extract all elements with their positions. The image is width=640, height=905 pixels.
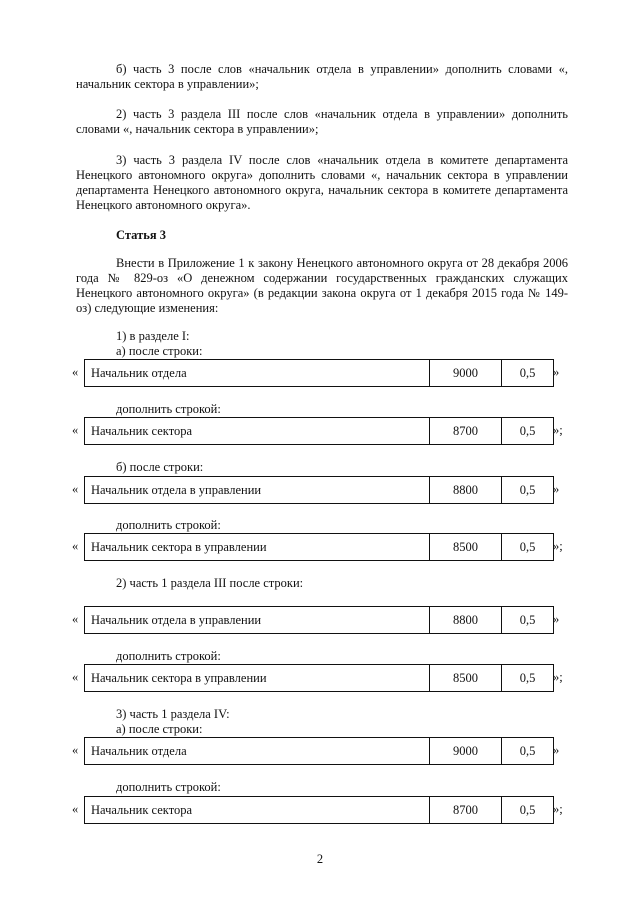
close-quote: » [553, 612, 560, 626]
coefficient: 0,5 [519, 671, 536, 685]
position-name: Начальник отдела в управлении [85, 477, 430, 503]
salary-amount: 8800 [430, 477, 502, 503]
salary-table [84, 417, 554, 445]
coefficient: 0,5 [519, 483, 536, 497]
table-row [72, 533, 572, 561]
add-row-label: дополнить строкой: [116, 402, 221, 416]
open-quote: « [72, 482, 79, 496]
position-name: Начальник сектора [85, 797, 430, 823]
close-quote: »; [553, 670, 563, 684]
after-row-label: а) после строки: [116, 344, 203, 358]
open-quote: « [72, 539, 79, 553]
salary-table [84, 796, 554, 824]
salary-amount: 8700 [430, 797, 502, 823]
salary-amount: 8500 [430, 534, 502, 560]
coefficient: 0,5 [519, 424, 536, 438]
salary-amount: 8500 [430, 665, 502, 691]
position-name: Начальник сектора [85, 418, 430, 444]
page-number: 2 [316, 852, 324, 866]
article-heading: Статья 3 [116, 228, 166, 242]
after-row-label: а) после строки: [116, 722, 203, 736]
add-row-label: дополнить строкой: [116, 518, 221, 532]
salary-amount: 9000 [430, 738, 502, 764]
close-quote: » [553, 365, 560, 379]
table-row [72, 476, 572, 504]
add-row-label: дополнить строкой: [116, 649, 221, 663]
position-name: Начальник отдела в управлении [85, 607, 430, 633]
salary-amount: 8800 [430, 607, 502, 633]
add-row-label: дополнить строкой: [116, 780, 221, 794]
salary-table [84, 476, 554, 504]
table-row [72, 737, 572, 765]
salary-table [84, 737, 554, 765]
open-quote: « [72, 612, 79, 626]
open-quote: « [72, 365, 79, 379]
position-name: Начальник сектора в управлении [85, 534, 430, 560]
table-row [72, 796, 572, 824]
salary-table [84, 606, 554, 634]
paragraph-2-part3-section3: 2) часть 3 раздела III после слов «начальник отдела в управлении» дополнить словами «, начальник сектора в управлении»; [76, 107, 568, 136]
table-row [72, 664, 572, 692]
position-name: Начальник сектора в управлении [85, 665, 430, 691]
open-quote: « [72, 423, 79, 437]
close-quote: » [553, 482, 560, 496]
section-1-label: 1) в разделе I: [116, 329, 190, 343]
close-quote: »; [553, 539, 563, 553]
table-row [72, 359, 572, 387]
section-2-label: 2) часть 1 раздела III после строки: [116, 576, 304, 590]
paragraph-3-part3-section4: 3) часть 3 раздела IV после слов «начальник отдела в комитете департамента Ненецкого автономного округа» дополнить словами «, начальник сектора в управлении департамента Ненецкого автономного округа, начальник сектора в комитете департамента Ненецкого автономного округа». [76, 153, 568, 212]
coefficient: 0,5 [519, 613, 536, 627]
table-row [72, 606, 572, 634]
position-name: Начальник отдела [85, 360, 430, 386]
open-quote: « [72, 670, 79, 684]
salary-table [84, 359, 554, 387]
open-quote: « [72, 802, 79, 816]
close-quote: »; [553, 423, 563, 437]
coefficient: 0,5 [519, 744, 536, 758]
after-row-label: б) после строки: [116, 460, 204, 474]
open-quote: « [72, 743, 79, 757]
section-3-label: 3) часть 1 раздела IV: [116, 707, 230, 721]
salary-table [84, 533, 554, 561]
salary-amount: 8700 [430, 418, 502, 444]
salary-amount: 9000 [430, 360, 502, 386]
coefficient: 0,5 [519, 366, 536, 380]
paragraph-b-part3: б) часть 3 после слов «начальник отдела в управлении» дополнить словами «, начальник сектора в управлении»; [76, 62, 568, 91]
table-row [72, 417, 572, 445]
close-quote: »; [553, 802, 563, 816]
close-quote: » [553, 743, 560, 757]
position-name: Начальник отдела [85, 738, 430, 764]
salary-table [84, 664, 554, 692]
coefficient: 0,5 [519, 540, 536, 554]
paragraph-article3-intro: Внести в Приложение 1 к закону Ненецкого автономного округа от 28 декабря 2006 года № 829-оз «О денежном содержании государственных гражданских служащих Ненецкого автономного округа» (в редакции закона округа от 1 декабря 2015 года № 149-оз) следующие изменения: [76, 256, 568, 315]
coefficient: 0,5 [519, 803, 536, 817]
